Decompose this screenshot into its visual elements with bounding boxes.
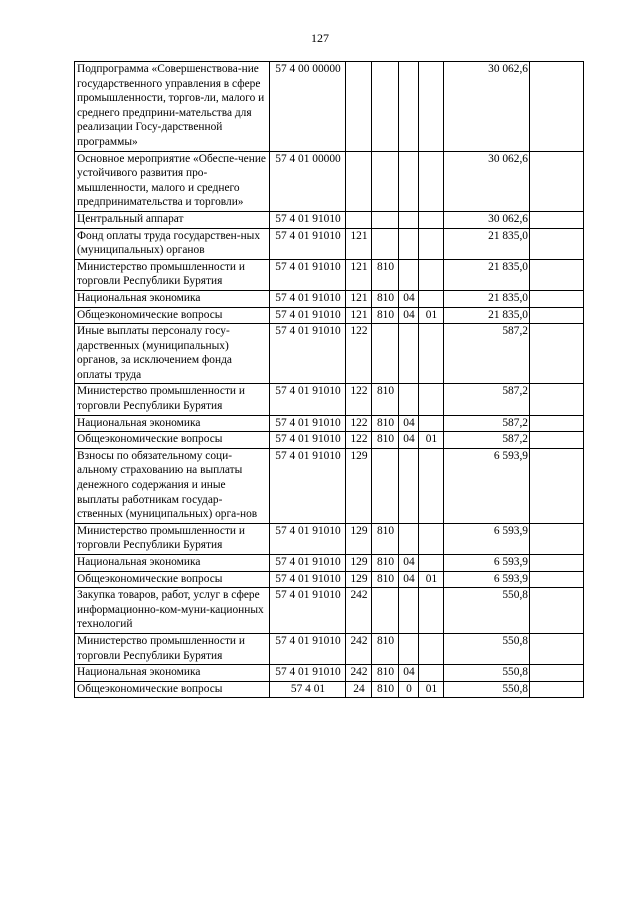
row-subsection-cell [419, 151, 444, 211]
row-expense-type-cell: 122 [346, 432, 372, 449]
row-amount-cell: 587,2 [444, 432, 530, 449]
row-section-cell [399, 259, 419, 290]
row-amount-cell: 6 593,9 [444, 448, 530, 523]
row-section-cell: 04 [399, 415, 419, 432]
row-expense-type-cell: 122 [346, 384, 372, 415]
row-code-cell: 57 4 01 91010 [270, 665, 346, 682]
row-amount-cell: 550,8 [444, 681, 530, 698]
row-ministry-code-cell: 810 [372, 555, 399, 572]
row-subsection-cell [419, 588, 444, 634]
row-amount-cell: 21 835,0 [444, 290, 530, 307]
page-number: 127 [311, 31, 329, 45]
table-row [75, 290, 584, 307]
row-amount-cell: 6 593,9 [444, 523, 530, 554]
row-expense-type-cell: 129 [346, 555, 372, 572]
row-ministry-code-cell [372, 588, 399, 634]
row-section-cell [399, 324, 419, 384]
table-row [75, 259, 584, 290]
row-ministry-code-cell [372, 151, 399, 211]
row-name-cell: Национальная экономика [75, 555, 270, 572]
row-section-cell: 04 [399, 432, 419, 449]
row-ministry-code-cell: 810 [372, 415, 399, 432]
row-name-cell: Министерство промышленности и торговли Республики Бурятия [75, 259, 270, 290]
row-subsection-cell: 01 [419, 432, 444, 449]
row-extra-cell [530, 290, 584, 307]
row-amount-cell: 30 062,6 [444, 211, 530, 228]
row-section-cell: 04 [399, 571, 419, 588]
row-amount-cell: 550,8 [444, 588, 530, 634]
row-name-cell: Центральный аппарат [75, 211, 270, 228]
row-extra-cell [530, 588, 584, 634]
row-ministry-code-cell: 810 [372, 633, 399, 664]
row-ministry-code-cell [372, 324, 399, 384]
row-ministry-code-cell: 810 [372, 259, 399, 290]
row-subsection-cell [419, 555, 444, 572]
row-amount-cell: 587,2 [444, 324, 530, 384]
row-code-cell: 57 4 01 91010 [270, 448, 346, 523]
row-name-cell: Иные выплаты персоналу госу-дарственных (муниципальных) органов, за исключением фонда оплаты труда [75, 324, 270, 384]
row-subsection-cell [419, 523, 444, 554]
row-expense-type-cell: 242 [346, 633, 372, 664]
row-amount-cell: 587,2 [444, 415, 530, 432]
row-amount-cell: 21 835,0 [444, 259, 530, 290]
row-extra-cell [530, 62, 584, 152]
row-extra-cell [530, 151, 584, 211]
row-subsection-cell [419, 384, 444, 415]
row-expense-type-cell: 129 [346, 523, 372, 554]
row-amount-cell: 6 593,9 [444, 555, 530, 572]
row-section-cell: 04 [399, 307, 419, 324]
row-expense-type-cell: 129 [346, 571, 372, 588]
row-subsection-cell [419, 415, 444, 432]
row-section-cell [399, 151, 419, 211]
row-extra-cell [530, 384, 584, 415]
table-row [75, 211, 584, 228]
row-section-cell [399, 633, 419, 664]
row-extra-cell [530, 211, 584, 228]
row-section-cell [399, 448, 419, 523]
row-ministry-code-cell [372, 448, 399, 523]
row-code-cell: 57 4 01 [270, 681, 346, 698]
table-row [75, 228, 584, 259]
row-subsection-cell [419, 448, 444, 523]
row-extra-cell [530, 415, 584, 432]
table-row [75, 415, 584, 432]
row-ministry-code-cell: 810 [372, 432, 399, 449]
row-expense-type-cell [346, 151, 372, 211]
row-code-cell: 57 4 01 91010 [270, 588, 346, 634]
row-ministry-code-cell: 810 [372, 307, 399, 324]
row-code-cell: 57 4 01 91010 [270, 228, 346, 259]
row-code-cell: 57 4 01 91010 [270, 324, 346, 384]
row-code-cell: 57 4 01 91010 [270, 211, 346, 228]
row-name-cell: Национальная экономика [75, 415, 270, 432]
row-expense-type-cell: 242 [346, 588, 372, 634]
row-section-cell: 04 [399, 555, 419, 572]
row-section-cell [399, 523, 419, 554]
row-code-cell: 57 4 01 91010 [270, 384, 346, 415]
row-name-cell: Общеэкономические вопросы [75, 432, 270, 449]
row-expense-type-cell: 122 [346, 415, 372, 432]
row-expense-type-cell: 121 [346, 290, 372, 307]
row-name-cell: Национальная экономика [75, 665, 270, 682]
row-amount-cell: 550,8 [444, 665, 530, 682]
row-expense-type-cell: 121 [346, 259, 372, 290]
table-row [75, 681, 584, 698]
row-ministry-code-cell [372, 62, 399, 152]
row-name-cell: Подпрограмма «Совершенствова-ние государственного управления в сфере промышленности, торгов-ли, малого и среднего предприни-мательства для реализации Госу-дарственной программы» [75, 62, 270, 152]
row-ministry-code-cell: 810 [372, 571, 399, 588]
row-ministry-code-cell: 810 [372, 681, 399, 698]
row-amount-cell: 587,2 [444, 384, 530, 415]
row-name-cell: Общеэкономические вопросы [75, 681, 270, 698]
table-row [75, 665, 584, 682]
row-code-cell: 57 4 01 91010 [270, 415, 346, 432]
row-name-cell: Национальная экономика [75, 290, 270, 307]
table-row [75, 324, 584, 384]
row-extra-cell [530, 681, 584, 698]
row-ministry-code-cell [372, 211, 399, 228]
row-ministry-code-cell: 810 [372, 290, 399, 307]
row-subsection-cell [419, 259, 444, 290]
row-name-cell: Министерство промышленности и торговли Республики Бурятия [75, 523, 270, 554]
row-amount-cell: 6 593,9 [444, 571, 530, 588]
row-expense-type-cell: 129 [346, 448, 372, 523]
table-row [75, 151, 584, 211]
row-code-cell: 57 4 01 91010 [270, 633, 346, 664]
row-code-cell: 57 4 01 91010 [270, 259, 346, 290]
table-row [75, 307, 584, 324]
row-amount-cell: 21 835,0 [444, 307, 530, 324]
row-extra-cell [530, 571, 584, 588]
table-row [75, 432, 584, 449]
row-code-cell: 57 4 01 91010 [270, 555, 346, 572]
row-extra-cell [530, 259, 584, 290]
table-row [75, 62, 584, 152]
row-ministry-code-cell: 810 [372, 384, 399, 415]
row-amount-cell: 30 062,6 [444, 62, 530, 152]
row-extra-cell [530, 523, 584, 554]
row-code-cell: 57 4 01 91010 [270, 571, 346, 588]
row-subsection-cell [419, 211, 444, 228]
row-expense-type-cell: 242 [346, 665, 372, 682]
budget-table [74, 61, 584, 698]
row-subsection-cell [419, 633, 444, 664]
row-extra-cell [530, 633, 584, 664]
row-section-cell [399, 384, 419, 415]
row-section-cell: 04 [399, 290, 419, 307]
row-code-cell: 57 4 01 91010 [270, 523, 346, 554]
row-name-cell: Министерство промышленности и торговли Республики Бурятия [75, 384, 270, 415]
row-extra-cell [530, 665, 584, 682]
row-amount-cell: 30 062,6 [444, 151, 530, 211]
row-expense-type-cell [346, 62, 372, 152]
table-row [75, 571, 584, 588]
row-section-cell: 0 [399, 681, 419, 698]
table-row [75, 588, 584, 634]
table-row [75, 448, 584, 523]
row-code-cell: 57 4 01 91010 [270, 432, 346, 449]
row-ministry-code-cell [372, 228, 399, 259]
row-extra-cell [530, 307, 584, 324]
row-extra-cell [530, 555, 584, 572]
row-section-cell [399, 211, 419, 228]
table-row [75, 384, 584, 415]
row-code-cell: 57 4 01 91010 [270, 307, 346, 324]
row-extra-cell [530, 324, 584, 384]
row-subsection-cell [419, 665, 444, 682]
row-name-cell: Взносы по обязательному соци-альному страхованию на выплаты денежного содержания и иные выплаты работникам государ-ственных (муниципальных) орга-нов [75, 448, 270, 523]
row-name-cell: Основное мероприятие «Обеспе-чение устойчивого развития про-мышленности, малого и среднего предпринимательства и торговли» [75, 151, 270, 211]
row-name-cell: Общеэкономические вопросы [75, 307, 270, 324]
row-code-cell: 57 4 01 91010 [270, 290, 346, 307]
row-extra-cell [530, 432, 584, 449]
row-name-cell: Закупка товаров, работ, услуг в сфере информационно-ком-муни-кационных технологий [75, 588, 270, 634]
row-ministry-code-cell: 810 [372, 523, 399, 554]
row-subsection-cell [419, 324, 444, 384]
row-name-cell: Министерство промышленности и торговли Республики Бурятия [75, 633, 270, 664]
row-subsection-cell: 01 [419, 681, 444, 698]
row-code-cell: 57 4 01 00000 [270, 151, 346, 211]
row-expense-type-cell: 121 [346, 307, 372, 324]
row-extra-cell [530, 228, 584, 259]
row-section-cell: 04 [399, 665, 419, 682]
table-row [75, 555, 584, 572]
table-row [75, 633, 584, 664]
row-code-cell: 57 4 00 00000 [270, 62, 346, 152]
row-amount-cell: 21 835,0 [444, 228, 530, 259]
row-expense-type-cell: 24 [346, 681, 372, 698]
row-extra-cell [530, 448, 584, 523]
row-amount-cell: 550,8 [444, 633, 530, 664]
table-row [75, 523, 584, 554]
row-expense-type-cell [346, 211, 372, 228]
row-section-cell [399, 228, 419, 259]
row-section-cell [399, 588, 419, 634]
row-expense-type-cell: 121 [346, 228, 372, 259]
row-name-cell: Общеэкономические вопросы [75, 571, 270, 588]
row-subsection-cell [419, 62, 444, 152]
row-subsection-cell: 01 [419, 571, 444, 588]
row-name-cell: Фонд оплаты труда государствен-ных (муниципальных) органов [75, 228, 270, 259]
row-section-cell [399, 62, 419, 152]
row-expense-type-cell: 122 [346, 324, 372, 384]
row-ministry-code-cell: 810 [372, 665, 399, 682]
row-subsection-cell: 01 [419, 307, 444, 324]
row-subsection-cell [419, 228, 444, 259]
row-subsection-cell [419, 290, 444, 307]
